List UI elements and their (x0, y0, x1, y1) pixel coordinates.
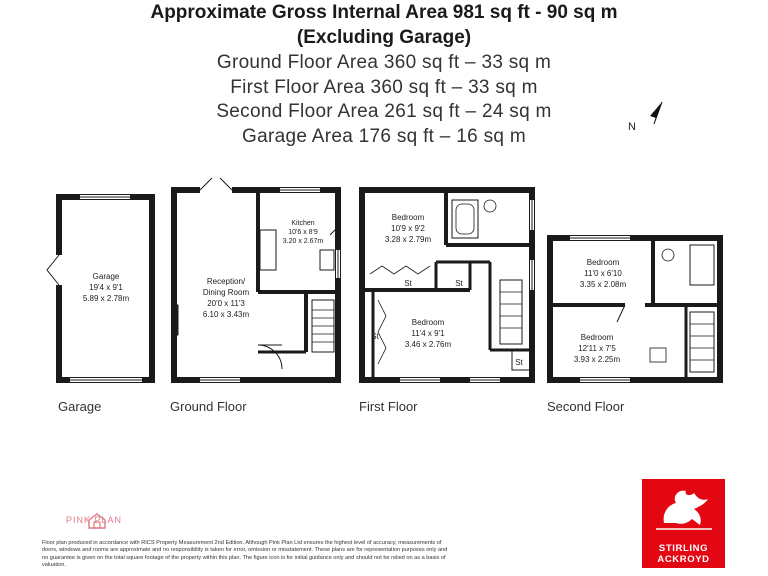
reception-name-1: Reception/ (206, 277, 246, 286)
reception-imperial: 20'0 x 11'3 (207, 299, 245, 308)
title-line-1: Approximate Gross Internal Area 981 sq ft - 90 sq m (150, 2, 618, 23)
pink-plan-logo-text: PINK PLAN (66, 515, 123, 525)
storage-label: St (515, 358, 523, 367)
ground-floor-label: Ground Floor (170, 399, 247, 414)
stirling-ackroyd-logo (642, 479, 725, 568)
ff-bedroom-2-metric: 3.46 x 2.76m (404, 340, 452, 349)
compass-label: N (628, 121, 636, 133)
storage-label: St (371, 332, 379, 341)
second-floor-area: Second Floor Area 261 sq ft – 24 sq m (216, 101, 552, 122)
storage-label: St (455, 279, 463, 288)
ground-floor-area: Ground Floor Area 360 sq ft – 33 sq m (216, 52, 552, 73)
ff-bedroom-1-metric: 3.28 x 2.79m (384, 235, 432, 244)
garage-room-metric: 5.89 x 2.78m (82, 294, 130, 303)
second-floor-label: Second Floor (547, 399, 625, 414)
sf-bedroom-2-imperial: 12'11 x 7'5 (578, 344, 616, 353)
title-line-2: (Excluding Garage) (296, 27, 472, 48)
kitchen-name: Kitchen (291, 220, 315, 227)
sf-bedroom-2-name: Bedroom (580, 333, 614, 342)
brand-line-1: STIRLING (658, 543, 709, 554)
kitchen-imperial: 10'6 x 8'9 (288, 229, 318, 236)
brand-line-2: ACKROYD (657, 554, 710, 565)
reception-name-2: Dining Room (202, 288, 250, 297)
storage-label: St (404, 279, 412, 288)
first-floor-plan (362, 190, 532, 380)
griffin-icon (642, 479, 725, 539)
ff-bedroom-2-imperial: 11'4 x 9'1 (411, 329, 445, 338)
first-floor-area: First Floor Area 360 sq ft – 33 sq m (230, 77, 538, 98)
garage-floor-label: Garage (58, 399, 102, 414)
kitchen-metric: 3.20 x 2.67m (282, 238, 324, 245)
reception-metric: 6.10 x 3.43m (202, 310, 250, 319)
ff-bedroom-1-imperial: 10'9 x 9'2 (391, 224, 425, 233)
garage-area: Garage Area 176 sq ft – 16 sq m (242, 126, 526, 147)
sf-bedroom-2-metric: 3.93 x 2.25m (573, 355, 621, 364)
sf-bedroom-1-imperial: 11'0 x 6'10 (584, 269, 622, 278)
sf-bedroom-1-metric: 3.35 x 2.08m (579, 280, 627, 289)
disclaimer-text: Floor plan produced in accordance with RICS Property Measurement 2nd Edition. Although Pink Plan Ltd ensures the highest level of accuracy, measurements of doors, windows and rooms are approximate and no responsibility is taken for error, omission or misstatement. These plans are for representation purposes only and no guarantee is given on the total square footage of the property within this plan. The figure icon is for initial guidance only and should not be relied on as a basis of valuation. (42, 540, 448, 568)
first-floor-label: First Floor (359, 399, 418, 414)
ff-bedroom-2-name: Bedroom (411, 318, 445, 327)
ff-bedroom-1-name: Bedroom (391, 213, 425, 222)
garage-room-name: Garage (92, 272, 120, 281)
garage-room-imperial: 19'4 x 9'1 (89, 283, 123, 292)
ground-floor-plan (173, 178, 340, 380)
sf-bedroom-1-name: Bedroom (586, 258, 620, 267)
